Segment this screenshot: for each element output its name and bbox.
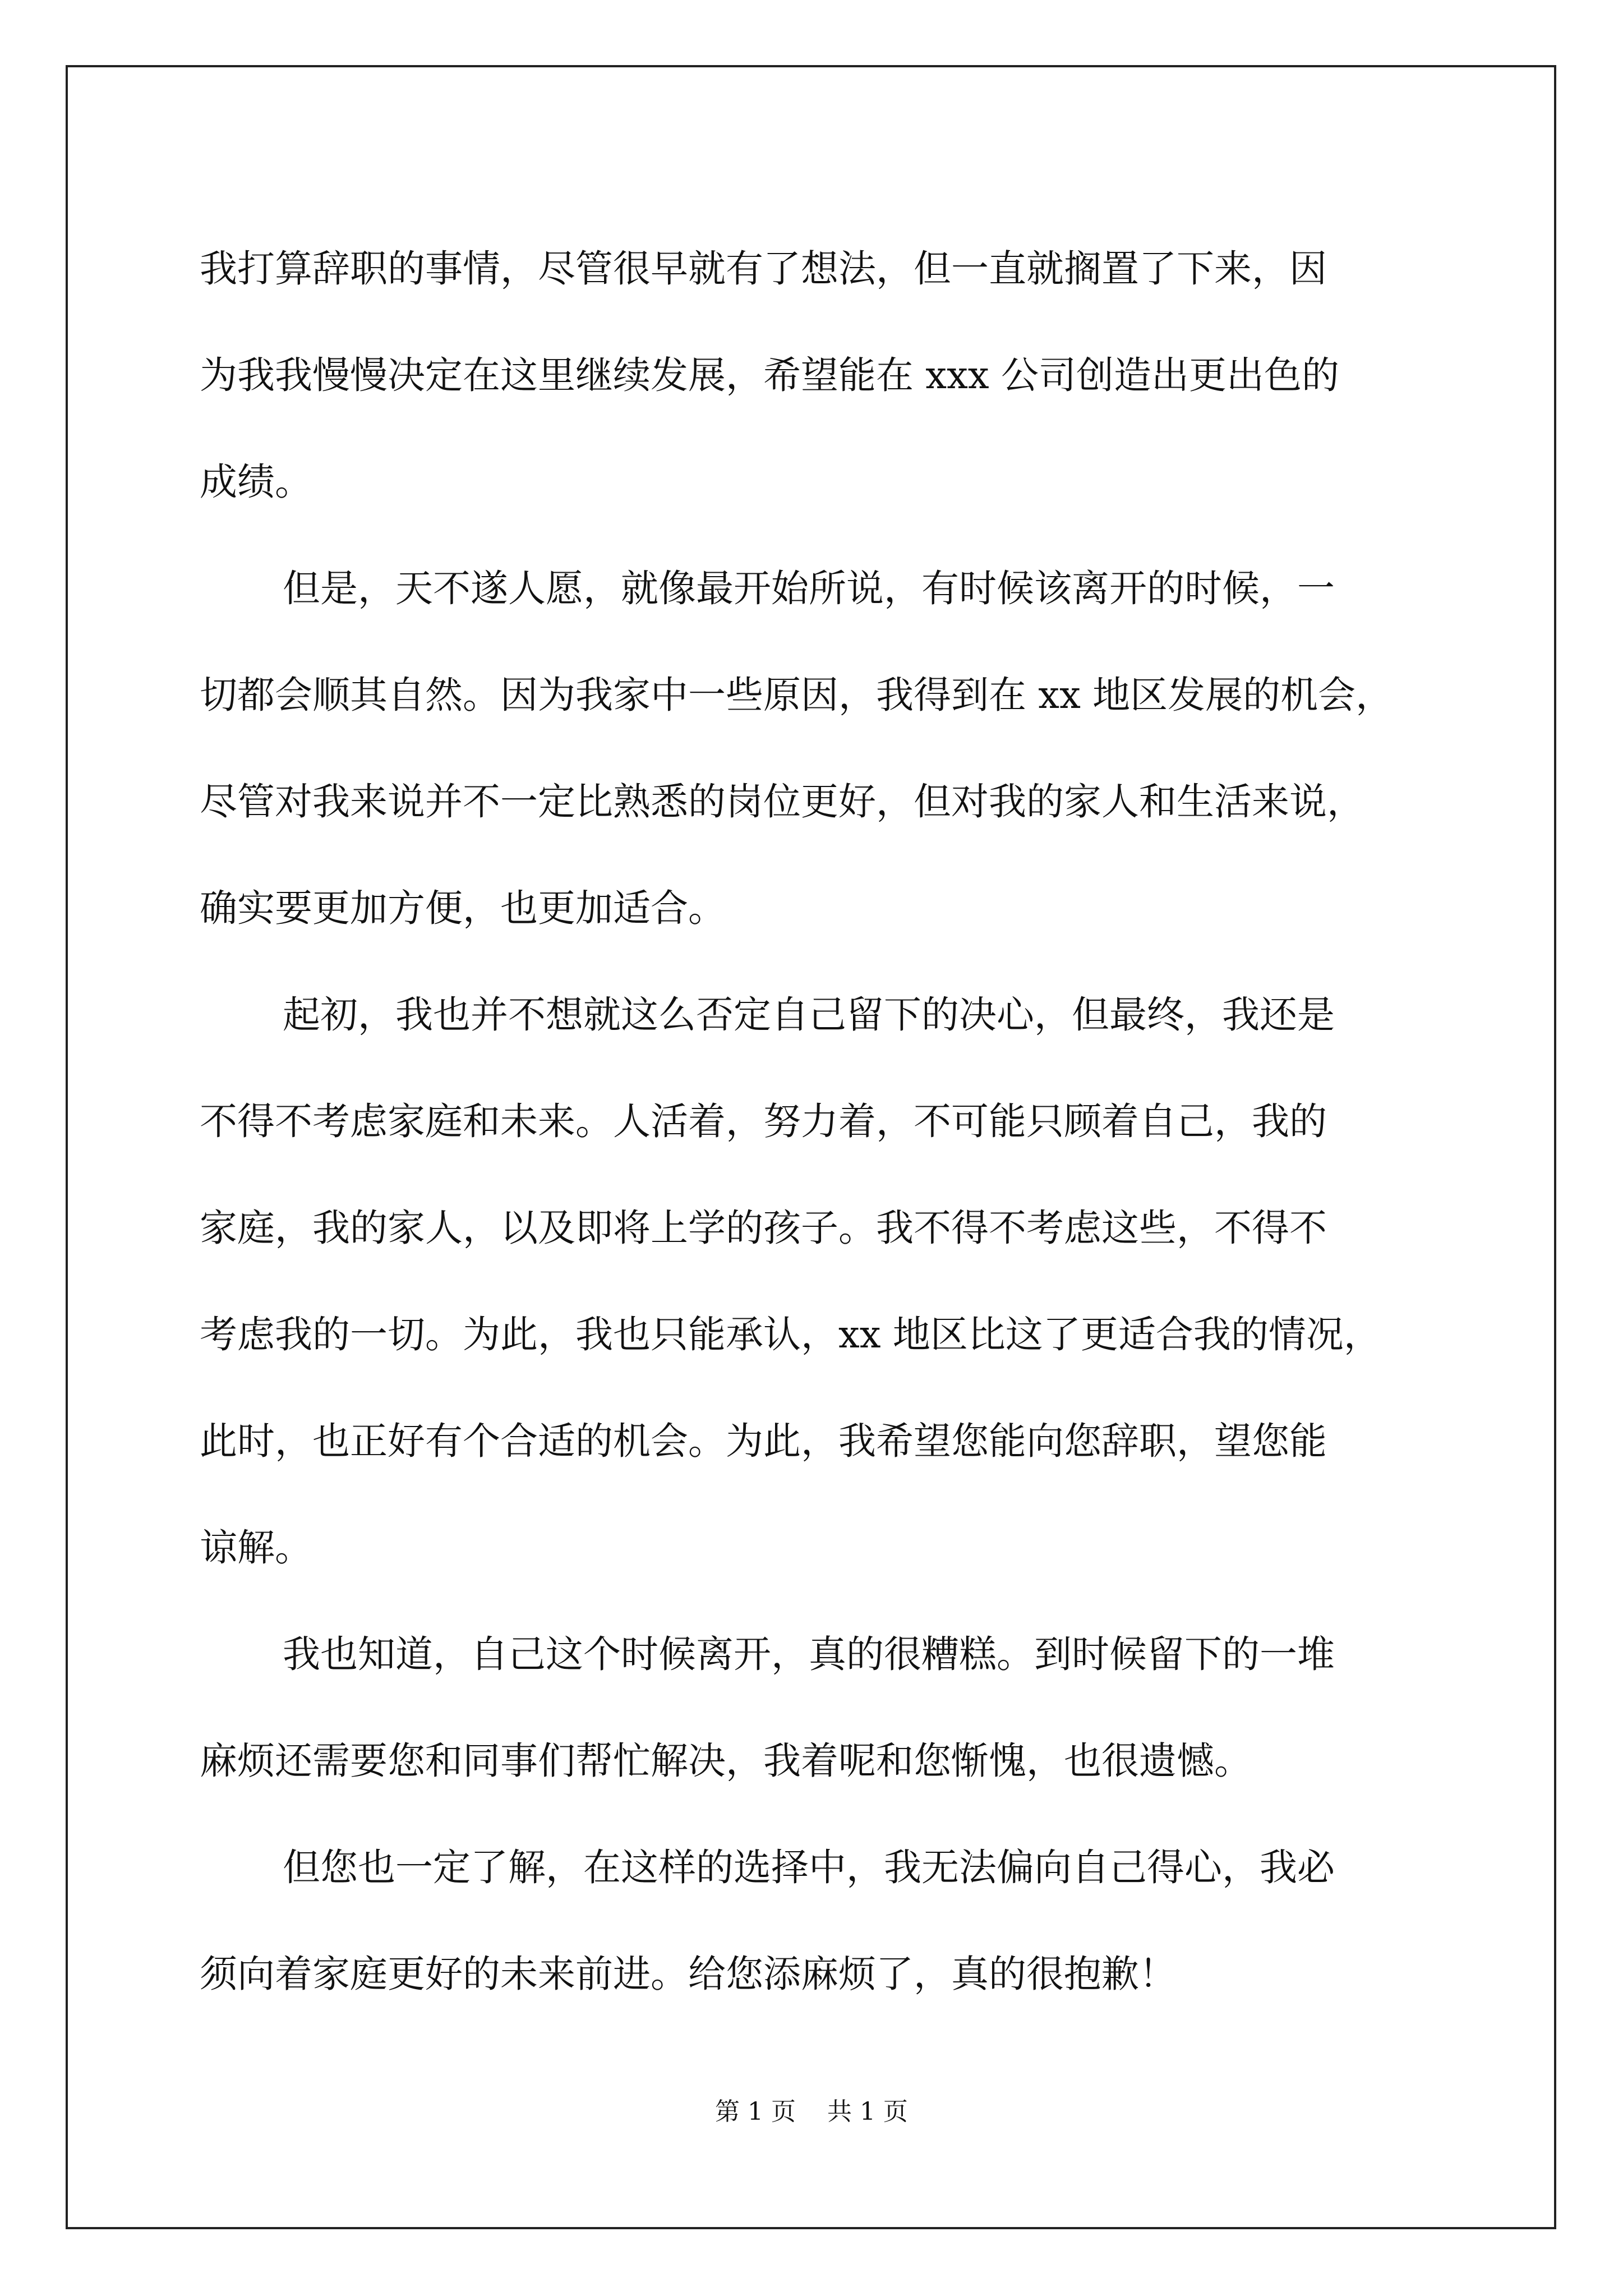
text-line: 谅解。 [200,1526,312,1570]
document-body [200,215,1470,2027]
paragraph-first-line: 我也知道，自己这个时候离开，真的很糟糕。到时候留下的一堆 [283,1632,1335,1676]
text-line: 麻烦还需要您和同事们帮忙解决，我着呢和您惭愧，也很遗憾。 [200,1739,1252,1783]
text-line: 成绩。 [200,460,312,504]
paragraph-first-line: 但您也一定了解，在这样的选择中，我无法偏向自己得心，我必 [283,1846,1335,1889]
text-line: 为我我慢慢决定在这里继续发展，希望能在 xxx 公司创造出更出色的 [200,353,1339,397]
paragraph-first-line: 但是，天不遂人愿，就像最开始所说，有时候该离开的时候，一 [283,567,1335,610]
text-line: 不得不考虑家庭和未来。人活着，努力着，不可能只顾着自己，我的 [200,1099,1327,1143]
text-line: 我打算辞职的事情，尽管很早就有了想法，但一直就搁置了下来，因 [200,247,1327,291]
text-line: 须向着家庭更好的未来前进。给您添麻烦了，真的很抱歉！ [200,1952,1177,1996]
text-line: 确实要更加方便，也更加适合。 [200,886,726,930]
paragraph-first-line: 起初，我也并不想就这么否定自己留下的决心，但最终，我还是 [283,993,1335,1037]
text-line: 尽管对我来说并不一定比熟悉的岗位更好，但对我的家人和生活来说， [200,780,1364,823]
text-line: 考虑我的一切。为此，我也只能承认，xx 地区比这了更适合我的情况， [200,1313,1381,1356]
text-line: 此时，也正好有个合适的机会。为此，我希望您能向您辞职，望您能 [200,1419,1327,1463]
text-line: 家庭，我的家人，以及即将上学的孩子。我不得不考虑这些，不得不 [200,1206,1327,1250]
page-footer: 第 1 页 共 1 页 [715,2097,908,2126]
text-line: 切都会顺其自然。因为我家中一些原因，我得到在 xx 地区发展的机会， [200,673,1394,717]
